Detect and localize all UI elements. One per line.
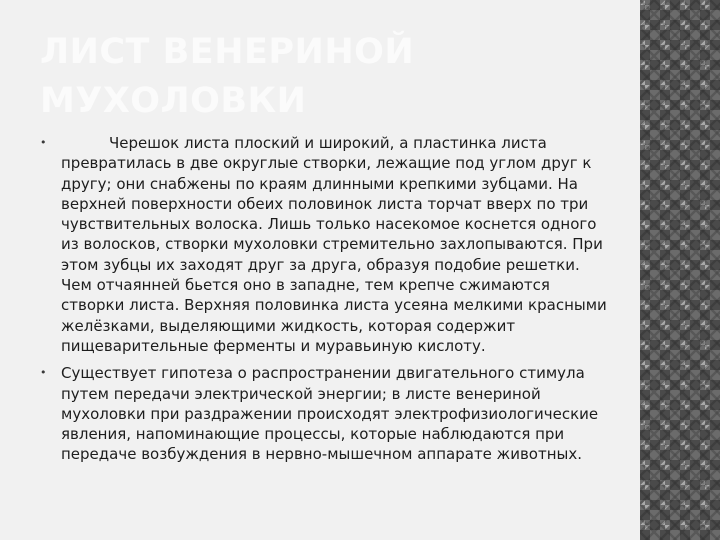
bullet-item — [40, 133, 610, 356]
bullet-item — [40, 363, 610, 464]
bullet-list — [40, 133, 610, 472]
bullet-icon: • — [40, 366, 47, 380]
slide-title: ЛИСТ ВЕНЕРИНОЙ МУХОЛОВКИ — [40, 32, 415, 121]
bullet-icon: • — [40, 136, 47, 149]
bullet-text: Черешок листа плоский и широкий, а пластинка листа превратилась в две округлые створки, лежащие под углом друг к другу; они снабжены по краям длинными крепкими зубцами. На верхней поверхности обеих половинок листа торчат вверх по три чувствительных волоска. Лишь только насекомое коснется одного из волосков, створки мухоловки стремительно захлопываются. При этом зубцы их заходят друг за друга, образуя подобие решетки. Чем отчаянней бьется оно в западне, тем крепче сжимаются створки листа. Верхняя половинка листа усеяна мелкими красными желёзками, выделяющими жидкость, которая содержит пищеварительные ферменты и муравьиную кислоту. — [61, 134, 607, 355]
bullet-text: Существует гипотеза о распространении двигательного стимула путем передачи электрической энергии; в листе венериной мухоловки при раздражении происходят электрофизиологические явления, напоминающие процессы, которые наблюдаются при передаче возбуждения в нервно-мышечном аппарате животных. — [61, 364, 599, 464]
decorative-pattern-panel — [640, 0, 720, 540]
